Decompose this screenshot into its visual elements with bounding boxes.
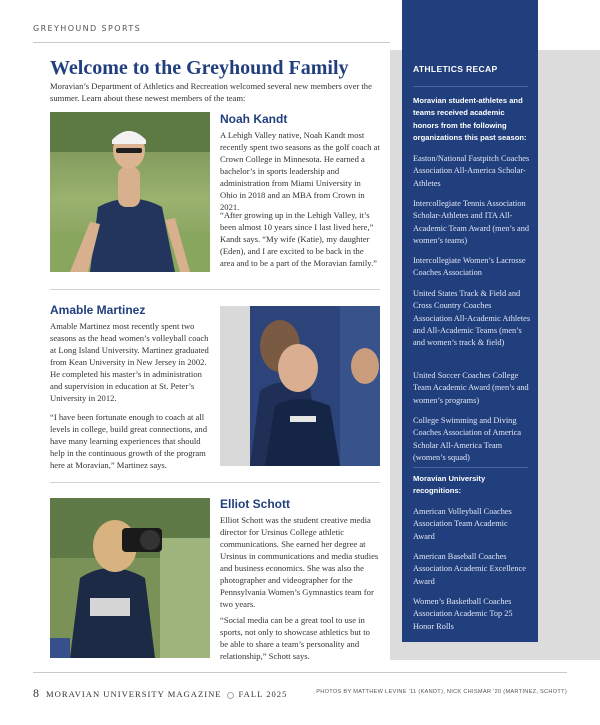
elliot-schott-photo bbox=[50, 498, 210, 658]
profile-divider bbox=[50, 289, 380, 290]
sidebar-list-item: United States Track & Field and Cross Country Coaches Association All-Academic Athletes and All-Academic Teams (men’s and women’s track & field) bbox=[413, 289, 531, 348]
profile-quote: “After growing up in the Lehigh Valley, it’s been almost 10 years since I last lived here,” Kandt says. “My wife (Katie), my daughter (Eden), and I are excited to be back in the area and to be a part of the Moravian family.” bbox=[220, 210, 377, 268]
section-label: GREYHOUND SPORTS bbox=[33, 24, 142, 33]
sidebar-divider bbox=[413, 86, 528, 87]
amable-martinez-photo bbox=[220, 306, 380, 466]
sidebar-heading: Moravian student-athletes and teams received academic honors from the following organizations this past season: bbox=[413, 96, 527, 142]
issue-label: FALL 2025 bbox=[238, 689, 288, 699]
sidebar-list-item: Intercollegiate Tennis Association Scholar-Athletes and ITA All-Academic Team Award (men’s and women’s teams) bbox=[413, 199, 530, 245]
profile-name-elliot-schott: Elliot Schott bbox=[220, 497, 290, 511]
profile-name-noah-kandt: Noah Kandt bbox=[220, 112, 288, 126]
profile-bio: A Lehigh Valley native, Noah Kandt most recently spent two seasons as the golf coach at Crown College in Minnesota. He earned a bachelor’s in sports leadership and administration from Miami University in Ohio in 2018 and an MBA from Crown in 2021. bbox=[220, 130, 380, 212]
photo-credits: PHOTOS BY MATTHEW LEVINE ’11 (KANDT), NICK CHISMAR ’20 (MARTINEZ, SCHOTT) bbox=[316, 689, 567, 695]
profile-name-amable-martinez: Amable Martinez bbox=[50, 303, 146, 317]
sidebar-divider bbox=[413, 467, 528, 468]
top-divider bbox=[33, 42, 390, 43]
page-number: 8 bbox=[33, 686, 40, 700]
sidebar-list-item: United Soccer Coaches College Team Academic Award (men’s and women’s programs) bbox=[413, 371, 529, 405]
sidebar-list-item: American Baseball Coaches Association Academic Excellence Award bbox=[413, 552, 526, 586]
profile-quote: “I have been fortunate enough to coach at all levels in college, build great connections, and have many learning experiences that should help in the continuous growth of the program here at Moravian,” Martinez says. bbox=[50, 412, 208, 470]
profile-quote: “Social media can be a great tool to use in sports, not only to showcase athletics but to be able to share a team’s personality and relationship,” Schott says. bbox=[220, 615, 370, 661]
sidebar-title: ATHLETICS RECAP bbox=[413, 64, 498, 74]
footer-folio bbox=[33, 686, 287, 701]
athletics-recap-sidebar bbox=[402, 0, 538, 642]
sidebar-heading: Moravian University recognitions: bbox=[413, 474, 486, 496]
sidebar-list-item: Women’s Basketball Coaches Association Academic Top 25 Honor Rolls bbox=[413, 597, 513, 631]
separator-dot-icon bbox=[227, 692, 234, 699]
profile-bio: Elliot Schott was the student creative media director for Ursinus College athletic communications. She earned her degree at Ursinus in communications and media studies and business economics. She was also the photographer and videographer for the Pennsylvania Women’s Gymnastics team for two years. bbox=[220, 515, 379, 609]
profile-divider bbox=[50, 482, 380, 483]
intro-text: Moravian’s Department of Athletics and Recreation welcomed several new members over the summer. Learn about these newest members of the team: bbox=[50, 81, 372, 103]
sidebar-list-item: College Swimming and Diving Coaches Association of America Scholar All-America Team (women’s squad) bbox=[413, 416, 522, 462]
sidebar-list-item: Easton/National Fastpitch Coaches Association All-America Scholar-Athletes bbox=[413, 154, 530, 188]
magazine-name: MORAVIAN UNIVERSITY MAGAZINE bbox=[46, 689, 222, 699]
sidebar-list-item: American Volleyball Coaches Association Team Academic Award bbox=[413, 507, 512, 541]
footer-divider bbox=[33, 672, 567, 673]
page-title: Welcome to the Greyhound Family bbox=[50, 57, 349, 79]
noah-kandt-photo bbox=[50, 112, 210, 272]
profile-bio: Amable Martinez most recently spent two seasons as the head women’s volleyball coach at Long Island University. Martinez graduated from Kean University in New Jersey in 2002. He completed his master’s in administration and supervision in education at St. Peter’s University in 2012. bbox=[50, 321, 209, 403]
sidebar-list-item: Intercollegiate Women’s Lacrosse Coaches Association bbox=[413, 256, 526, 278]
